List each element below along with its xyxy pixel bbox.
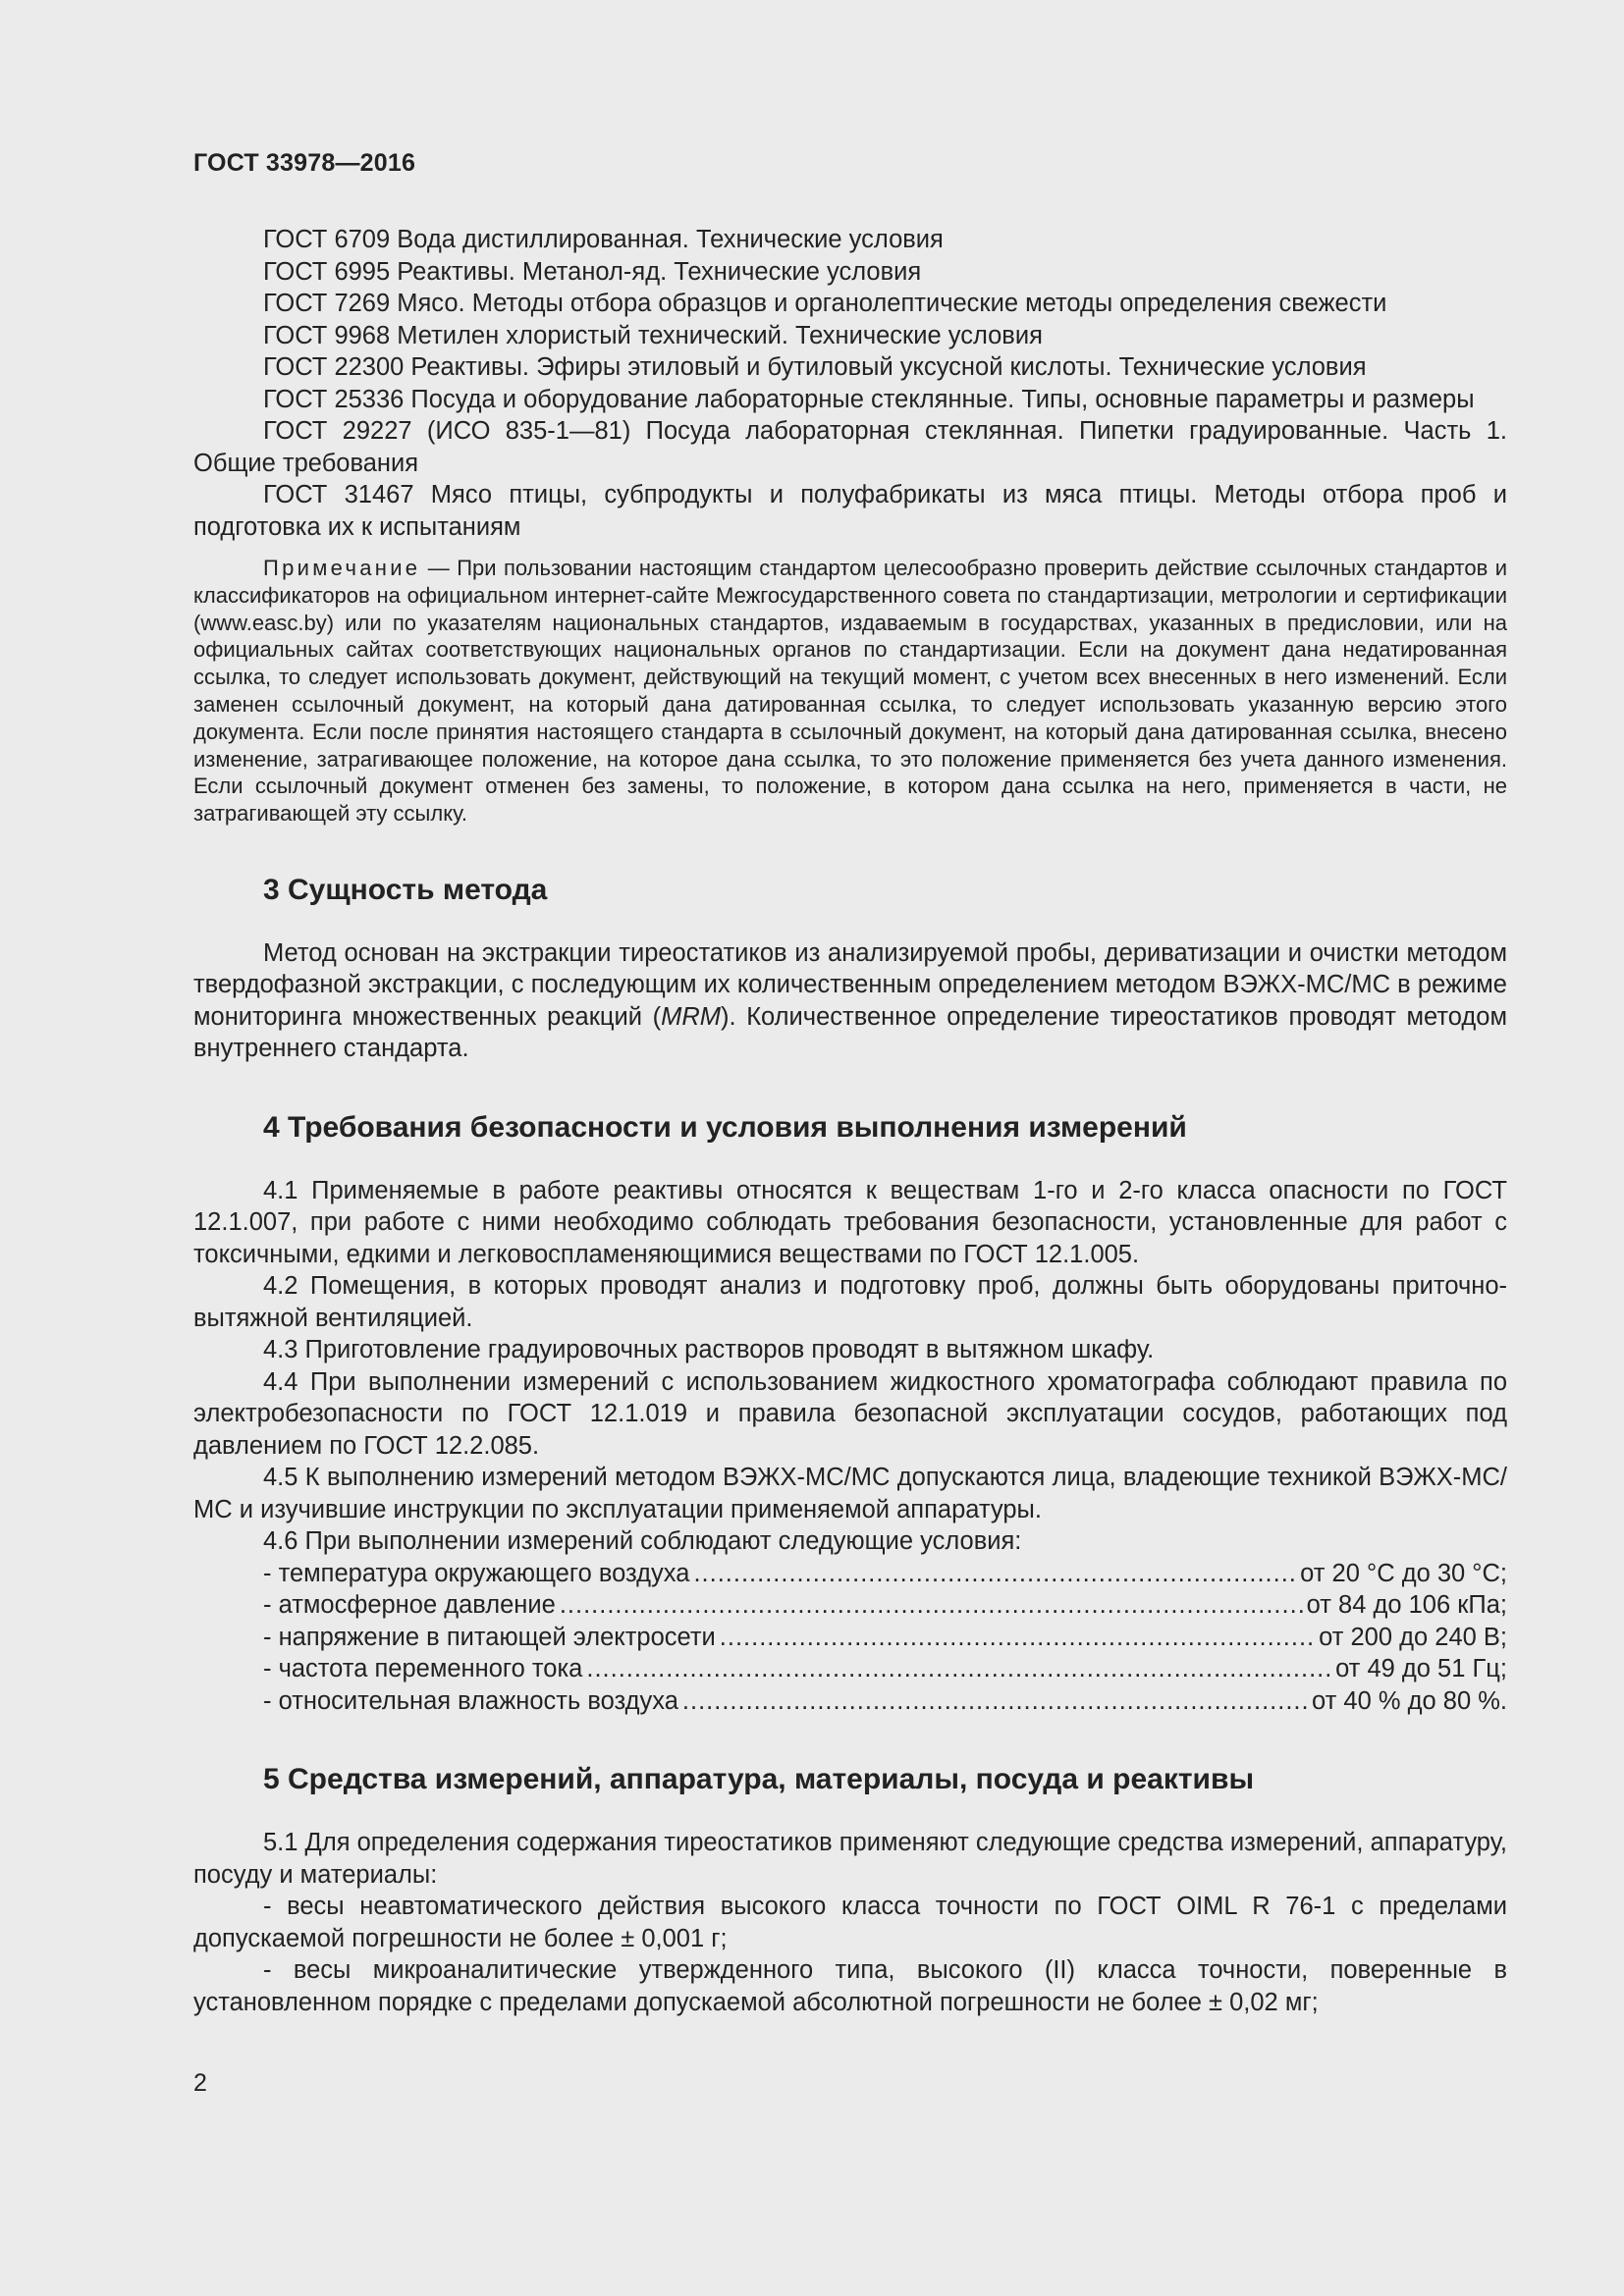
reference-item: ГОСТ 9968 Метилен хлористый технический. Технические условия xyxy=(263,321,1043,349)
condition-value: от 84 до 106 кПа; xyxy=(1306,1591,1507,1620)
condition-value: от 20 °С до 30 °С; xyxy=(1300,1559,1507,1587)
paragraph-4-5: 4.5 К выполнению измерений методом ВЭЖХ-МС/МС допускаются лица, владеющие техникой ВЭЖХ-МС/МС и изучившие инструкции по эксплуатации применяемой аппаратуры. xyxy=(193,1464,1507,1523)
condition-value: от 200 до 240 В; xyxy=(1319,1623,1507,1651)
reference-item: ГОСТ 31467 Мясо птицы, субпродукты и полуфабрикаты из мяса птицы. Методы отбора проб и подготовка их к испытаниям xyxy=(193,481,1507,541)
note-paragraph xyxy=(193,555,1507,828)
paragraph-5-item: - весы микроаналитические утвержденного типа, высокого (II) класса точности, поверенные в установленном порядке с пределами допускаемой абсолютной погрешности не более ± 0,02 мг; xyxy=(193,1956,1507,2016)
condition-label: - атмосферное давление xyxy=(263,1591,556,1620)
section-5-title: 5 Средства измерений, аппаратура, материалы, посуда и реактивы xyxy=(263,1763,1255,1796)
page-content xyxy=(193,224,1507,2018)
section-3-title: 3 Сущность метода xyxy=(263,873,548,906)
condition-row xyxy=(193,1685,1507,1718)
condition-label: - напряжение в питающей электросети xyxy=(263,1623,716,1651)
document-header: ГОСТ 33978—2016 xyxy=(193,149,416,177)
paragraph-4-1: 4.1 Применяемые в работе реактивы относятся к веществам 1-го и 2-го класса опасности по ГОСТ 12.1.007, при работе с ними необходимо соблюдать требования безопасности, установленные для работ с токсичными, едкими и легковоспламеняющимися веществами по ГОСТ 12.1.005. xyxy=(193,1176,1507,1268)
dot-leader xyxy=(682,1685,1308,1718)
paragraph-4-6: 4.6 При выполнении измерений соблюдают следующие условия: xyxy=(263,1527,1022,1556)
mrm-term: MRM xyxy=(661,1002,721,1031)
reference-item: ГОСТ 6709 Вода дистиллированная. Технические условия xyxy=(263,226,944,253)
section-3-text: Метод основан на экстракции тиреостатиков из анализируемой пробы, дериватизации и очистки методом твердофазной экстракции, с последующим их количественным определением методом ВЭЖХ-МС/МС в режиме мониторинга множественных реакций (MRM). Количественное определение тиреостатиков проводят методом внутреннего стандарта. xyxy=(193,938,1507,1063)
paragraph-5-1: 5.1 Для определения содержания тиреостатиков применяют следующие средства измерений, аппаратуру, посуду и материалы: xyxy=(193,1829,1507,1889)
note-label: Примечание xyxy=(263,556,421,580)
reference-item: ГОСТ 6995 Реактивы. Метанол-яд. Технические условия xyxy=(263,257,922,286)
paragraph-5-item: - весы неавтоматического действия высокого класса точности по ГОСТ OIML R 76-1 с пределами допускаемой погрешности не более ± 0,001 г; xyxy=(193,1893,1507,1952)
reference-item: ГОСТ 7269 Мясо. Методы отбора образцов и органолептические методы определения свежести xyxy=(263,290,1387,317)
condition-row xyxy=(193,1653,1507,1685)
reference-item: ГОСТ 29227 (ИСО 835-1—81) Посуда лабораторная стеклянная. Пипетки градуированные. Часть 1. Общие требования xyxy=(193,417,1507,477)
condition-label: - температура окружающего воздуха xyxy=(263,1559,690,1587)
paragraph-4-3: 4.3 Приготовление градуировочных растворов проводят в вытяжном шкафу. xyxy=(263,1336,1155,1364)
condition-row xyxy=(193,1622,1507,1654)
paragraph-4-4: 4.4 При выполнении измерений с использованием жидкостного хроматографа соблюдают правила по электробезопасности по ГОСТ 12.1.019 и правила безопасной эксплуатации сосудов, работающих под давлением по ГОСТ 12.2.085. xyxy=(193,1367,1507,1460)
condition-label: - частота переменного тока xyxy=(263,1655,583,1683)
condition-row xyxy=(193,1589,1507,1622)
dot-leader xyxy=(693,1558,1296,1590)
condition-value: от 49 до 51 Гц; xyxy=(1335,1655,1507,1683)
reference-item: ГОСТ 22300 Реактивы. Эфиры этиловый и бутиловый уксусной кислоты. Технические условия xyxy=(263,353,1367,381)
condition-label: - относительная влажность воздуха xyxy=(263,1686,678,1715)
dot-leader xyxy=(720,1622,1315,1654)
reference-item: ГОСТ 25336 Посуда и оборудование лабораторные стеклянные. Типы, основные параметры и размеры xyxy=(263,385,1475,413)
note-text: — При пользовании настоящим стандартом целесообразно проверить действие ссылочных стандартов и классификаторов на официальном интернет-сайте Межгосударственного совета по стандартизации, метрологии и сертификации (www.easc.by) или по указателям национальных стандартов, издаваемым в государствах, указанных в предисловии, или на официальных сайтах соответствующих национальных органов по стандартизации. Если на документ дана недатированная ссылка, то следует использовать документ, действующий на текущий момент, с учетом всех внесенных в него изменений. Если заменен ссылочный документ, на который дана датированная ссылка, то следует использовать указанную версию этого документа. Если после принятия настоящего стандарта в ссылочный документ, на который дана датированная ссылка, внесено изменение, затрагивающее положение, на которое дана ссылка, то это положение применяется без учета данного изменения. Если ссылочный документ отменен без замены, то положение, в котором дана ссылка на него, применяется в части, не затрагивающей эту ссылку. xyxy=(193,556,1507,827)
condition-value: от 40 % до 80 %. xyxy=(1312,1686,1507,1715)
condition-row xyxy=(193,1558,1507,1590)
paragraph-4-2: 4.2 Помещения, в которых проводят анализ и подготовку проб, должны быть оборудованы приточно-вытяжной вентиляцией. xyxy=(193,1272,1507,1332)
dot-leader xyxy=(586,1653,1331,1685)
dot-leader xyxy=(560,1589,1303,1622)
page-number: 2 xyxy=(193,2069,207,2097)
section-4-title: 4 Требования безопасности и условия выполнения измерений xyxy=(263,1110,1187,1144)
